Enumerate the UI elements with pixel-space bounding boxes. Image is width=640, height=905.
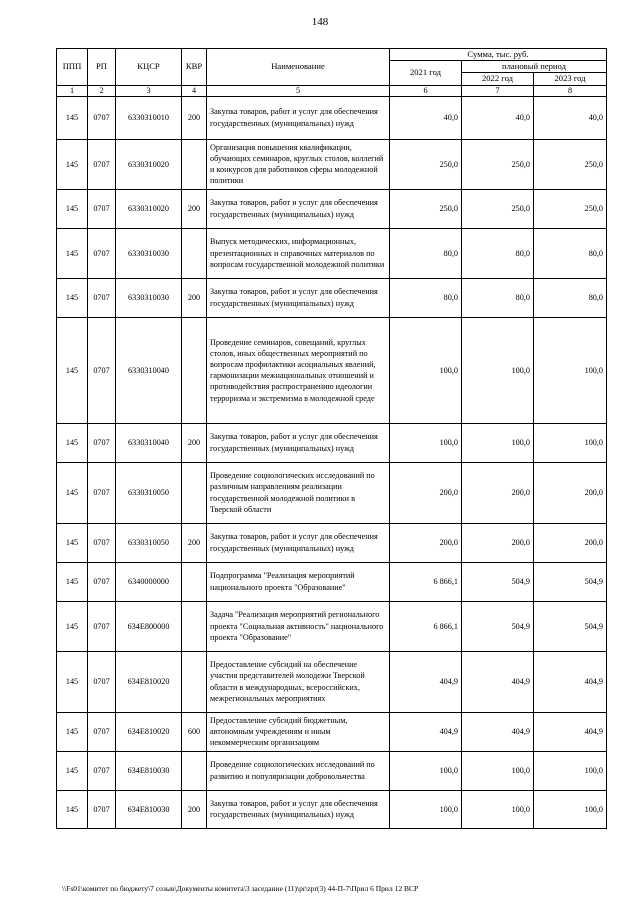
cell-2021: 250,0: [390, 189, 462, 228]
column-index-row: [57, 85, 607, 96]
cell-name: Выпуск методических, информационных, презентационных и справочных материалов по вопросам государственной молодежной политики: [207, 228, 390, 278]
cell-ppp: 145: [57, 96, 88, 139]
cell-kvr: 600: [182, 712, 207, 751]
cell-kcsr: 6330310020: [116, 189, 182, 228]
cell-2021: 6 866,1: [390, 562, 462, 601]
cell-kvr: [182, 139, 207, 189]
cell-2021: 100,0: [390, 423, 462, 462]
cell-rp: 0707: [88, 562, 116, 601]
footer-file-path: \\Fs01\комитет по бюджету\7 созыв\Документы комитета\3 заседание (11)\pr\zpr(3) 44-П-7\Прил 6 Прил 12 ВСР: [62, 884, 419, 893]
cell-kcsr: 6330310030: [116, 228, 182, 278]
cell-name: Закупка товаров, работ и услуг для обеспечения государственных (муниципальных) нужд: [207, 278, 390, 317]
cell-2022: 40,0: [462, 96, 534, 139]
cell-name: Задача "Реализация мероприятий регионального проекта "Социальная активность" национального проекта "Образование": [207, 601, 390, 651]
cell-rp: 0707: [88, 601, 116, 651]
cell-2023: 200,0: [534, 523, 607, 562]
cell-2023: 504,9: [534, 562, 607, 601]
header-kcsr: КЦСР: [116, 49, 182, 86]
cell-2022: 404,9: [462, 712, 534, 751]
cell-kvr: 200: [182, 423, 207, 462]
cell-2022: 200,0: [462, 462, 534, 523]
cell-2023: 100,0: [534, 751, 607, 790]
cell-ppp: 145: [57, 278, 88, 317]
cell-ppp: 145: [57, 139, 88, 189]
cell-2021: 40,0: [390, 96, 462, 139]
cell-kcsr: 6330310010: [116, 96, 182, 139]
cell-name: Закупка товаров, работ и услуг для обеспечения государственных (муниципальных) нужд: [207, 790, 390, 828]
cell-kcsr: 634E810030: [116, 790, 182, 828]
cell-kcsr: 6340000000: [116, 562, 182, 601]
column-index: 5: [207, 85, 390, 96]
table-row: [57, 96, 607, 139]
cell-name: Организация повышения квалификации, обучающих семинаров, круглых столов, коллегий и конкурсов для работников сферы молодежной политики: [207, 139, 390, 189]
cell-2023: 40,0: [534, 96, 607, 139]
cell-ppp: 145: [57, 562, 88, 601]
cell-2023: 80,0: [534, 278, 607, 317]
cell-2021: 200,0: [390, 462, 462, 523]
cell-ppp: 145: [57, 189, 88, 228]
table-row: [57, 523, 607, 562]
cell-ppp: 145: [57, 462, 88, 523]
table-header: [57, 49, 607, 97]
header-2021: 2021 год: [390, 61, 462, 85]
page-number: 148: [311, 16, 329, 28]
cell-2022: 100,0: [462, 423, 534, 462]
cell-kvr: [182, 601, 207, 651]
column-index: 8: [534, 85, 607, 96]
budget-table: [56, 48, 607, 829]
cell-2021: 200,0: [390, 523, 462, 562]
cell-kcsr: 6330310020: [116, 139, 182, 189]
cell-kvr: [182, 562, 207, 601]
cell-rp: 0707: [88, 651, 116, 712]
cell-rp: 0707: [88, 712, 116, 751]
cell-2022: 250,0: [462, 189, 534, 228]
cell-kcsr: 634E810020: [116, 712, 182, 751]
cell-kvr: [182, 462, 207, 523]
cell-kcsr: 634E810030: [116, 751, 182, 790]
cell-2021: 404,9: [390, 712, 462, 751]
cell-2022: 250,0: [462, 139, 534, 189]
header-2023: 2023 год: [534, 73, 607, 85]
cell-rp: 0707: [88, 96, 116, 139]
cell-2021: 250,0: [390, 139, 462, 189]
column-index: 7: [462, 85, 534, 96]
cell-kcsr: 6330310050: [116, 523, 182, 562]
cell-2022: 404,9: [462, 651, 534, 712]
cell-rp: 0707: [88, 139, 116, 189]
table-row: [57, 139, 607, 189]
cell-ppp: 145: [57, 423, 88, 462]
cell-2021: 100,0: [390, 790, 462, 828]
cell-rp: 0707: [88, 228, 116, 278]
cell-name: Закупка товаров, работ и услуг для обеспечения государственных (муниципальных) нужд: [207, 523, 390, 562]
cell-ppp: 145: [57, 523, 88, 562]
cell-kvr: 200: [182, 790, 207, 828]
header-2022: 2022 год: [462, 73, 534, 85]
table-row: [57, 651, 607, 712]
cell-2021: 100,0: [390, 751, 462, 790]
cell-2023: 100,0: [534, 790, 607, 828]
cell-kvr: [182, 751, 207, 790]
table-row: [57, 462, 607, 523]
cell-kvr: 200: [182, 189, 207, 228]
cell-name: Предоставление субсидий бюджетным, автономным учреждениям и иным некоммерческим организациям: [207, 712, 390, 751]
cell-kvr: 200: [182, 523, 207, 562]
cell-kvr: 200: [182, 278, 207, 317]
cell-2021: 80,0: [390, 228, 462, 278]
table-row: [57, 562, 607, 601]
cell-name: Подпрограмма "Реализация мероприятий национального проекта "Образование": [207, 562, 390, 601]
cell-ppp: 145: [57, 712, 88, 751]
column-index: 4: [182, 85, 207, 96]
cell-kvr: [182, 228, 207, 278]
table-row: [57, 423, 607, 462]
header-planned-period: плановый период: [462, 61, 607, 73]
table-row: [57, 712, 607, 751]
cell-kcsr: 6330310030: [116, 278, 182, 317]
cell-rp: 0707: [88, 423, 116, 462]
cell-2022: 80,0: [462, 228, 534, 278]
cell-ppp: 145: [57, 751, 88, 790]
table-row: [57, 278, 607, 317]
cell-2023: 200,0: [534, 462, 607, 523]
cell-name: Проведение социологических исследований по различным направлениям реализации государственной молодежной политики в Тверской области: [207, 462, 390, 523]
cell-ppp: 145: [57, 790, 88, 828]
header-sum: Сумма, тыс. руб.: [390, 49, 607, 61]
cell-2021: 100,0: [390, 317, 462, 423]
header-ppp: ППП: [57, 49, 88, 86]
header-name: Наименование: [207, 49, 390, 86]
cell-kcsr: 634E810020: [116, 651, 182, 712]
table-row: [57, 751, 607, 790]
cell-ppp: 145: [57, 601, 88, 651]
cell-rp: 0707: [88, 189, 116, 228]
cell-2023: 80,0: [534, 228, 607, 278]
cell-2022: 100,0: [462, 790, 534, 828]
cell-2022: 504,9: [462, 562, 534, 601]
table-body: [57, 96, 607, 828]
cell-name: Проведение семинаров, совещаний, круглых столов, иных общественных мероприятий по вопросам профилактики асоциальных явлений, гармонизации межнациональных отношений и противодействия распространению идеологии терроризма и экстремизма в молодежной среде: [207, 317, 390, 423]
cell-rp: 0707: [88, 790, 116, 828]
column-index: 3: [116, 85, 182, 96]
cell-2023: 100,0: [534, 317, 607, 423]
cell-kvr: 200: [182, 96, 207, 139]
cell-kvr: [182, 651, 207, 712]
table-row: [57, 317, 607, 423]
cell-ppp: 145: [57, 651, 88, 712]
cell-rp: 0707: [88, 462, 116, 523]
cell-2021: 6 866,1: [390, 601, 462, 651]
cell-2022: 504,9: [462, 601, 534, 651]
cell-2023: 504,9: [534, 601, 607, 651]
cell-kvr: [182, 317, 207, 423]
cell-name: Закупка товаров, работ и услуг для обеспечения государственных (муниципальных) нужд: [207, 189, 390, 228]
column-index: 2: [88, 85, 116, 96]
cell-2021: 404,9: [390, 651, 462, 712]
column-index: 6: [390, 85, 462, 96]
cell-rp: 0707: [88, 278, 116, 317]
header-kvr: КВР: [182, 49, 207, 86]
cell-2021: 80,0: [390, 278, 462, 317]
column-index: 1: [57, 85, 88, 96]
cell-2022: 200,0: [462, 523, 534, 562]
cell-rp: 0707: [88, 523, 116, 562]
cell-kcsr: 634E800000: [116, 601, 182, 651]
table-row: [57, 228, 607, 278]
cell-2023: 250,0: [534, 189, 607, 228]
cell-kcsr: 6330310050: [116, 462, 182, 523]
cell-name: Предоставление субсидий на обеспечение участия представителей молодежи Тверской области в международных, всероссийских, межрегиональных мероприятиях: [207, 651, 390, 712]
cell-2022: 80,0: [462, 278, 534, 317]
table-row: [57, 601, 607, 651]
cell-kcsr: 6330310040: [116, 317, 182, 423]
cell-ppp: 145: [57, 228, 88, 278]
cell-rp: 0707: [88, 751, 116, 790]
cell-ppp: 145: [57, 317, 88, 423]
table-row: [57, 790, 607, 828]
table-row: [57, 189, 607, 228]
cell-2022: 100,0: [462, 751, 534, 790]
cell-name: Закупка товаров, работ и услуг для обеспечения государственных (муниципальных) нужд: [207, 423, 390, 462]
cell-2023: 100,0: [534, 423, 607, 462]
cell-2023: 404,9: [534, 651, 607, 712]
cell-2022: 100,0: [462, 317, 534, 423]
cell-rp: 0707: [88, 317, 116, 423]
cell-name: Проведение социологических исследований по развитию и популяризации добровольчества: [207, 751, 390, 790]
cell-kcsr: 6330310040: [116, 423, 182, 462]
header-rp: РП: [88, 49, 116, 86]
cell-name: Закупка товаров, работ и услуг для обеспечения государственных (муниципальных) нужд: [207, 96, 390, 139]
cell-2023: 404,9: [534, 712, 607, 751]
cell-2023: 250,0: [534, 139, 607, 189]
